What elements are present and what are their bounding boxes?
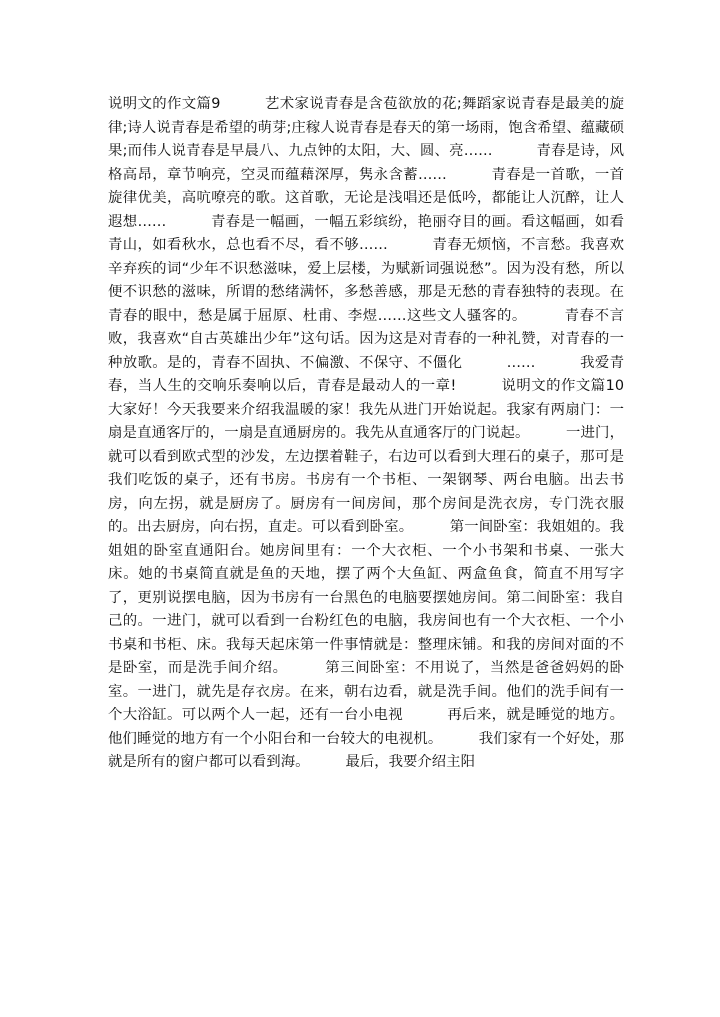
document-page <box>108 93 668 775</box>
document-body-text: 说明文的作文篇9 艺术家说青春是含苞欲放的花;舞蹈家说青春是最美的旋律;诗人说青春是希望的萌芽;庄稼人说青春是春天的第一场雨，饱含希望、蕴藏硕果;而伟人说青春是早晨八、九点钟的太阳，大、圆、亮…… 青春是诗，风格高昂，章节响亮，空灵而蕴藉深厚，隽永含蓄…… 青春是一首歌，一首旋律优美，高吭嘹亮的歌。这首歌，无论是浅唱还是低吟，都能让人沉醉，让人遐想…… 青春是一幅画，一幅五彩缤纷，艳丽夺目的画。看这幅画，如看青山，如看秋水，总也看不尽，看不够…… 青春无烦恼，不言愁。我喜欢辛弃疾的词“少年不识愁滋味，爱上层楼，为赋新词强说愁”。因为没有愁，所以便不识愁的滋味，所谓的愁绪满怀，多愁善感，那是无愁的青春独特的表现。在青春的眼中，愁是属于屈原、杜甫、李煜……这些文人骚客的。 青春不言败，我喜欢“自古英雄出少年”这句话。因为这是对青春的一种礼赞，对青春的一种放歌。是的，青春不固执、不偏激、不保守、不僵化 …… 我爱青春，当人生的交响乐奏响以后，青春是最动人的一章! 说明文的作文篇10 大家好！今天我要来介绍我温暖的家！我先从进门开始说起。我家有两扇门：一扇是直通客厅的，一扇是直通厨房的。我先从直通客厅的门说起。 一进门，就可以看到欧式型的沙发，左边摆着鞋子，右边可以看到大理石的桌子，那可是我们吃饭的桌子，还有书房。书房有一个书柜、一架钢琴、两台电脑。出去书房，向左拐，就是厨房了。厨房有一间房间，那个房间是洗衣房，专门洗衣服的。出去厨房，向右拐，直走。可以看到卧室。 第一间卧室：我姐姐的。我姐姐的卧室直通阳台。她房间里有：一个大衣柜、一个小书架和书桌、一张大床。她的书桌简直就是鱼的天地，摆了两个大鱼缸、两盒鱼食，简直不用写字了，更别说摆电脑，因为书房有一台黑色的电脑要摆她房间。第二间卧室：我自己的。一进门，就可以看到一台粉红色的电脑，我房间也有一个大衣柜、一个小书桌和书柜、床。我每天起床第一件事情就是：整理床铺。和我的房间对面的不是卧室，而是洗手间介绍。 第三间卧室：不用说了，当然是爸爸妈妈的卧室。一进门，就先是存衣房。在来，朝右边看，就是洗手间。他们的洗手间有一个大浴缸。可以两个人一起，还有一台小电视 再后来，就是睡觉的地方。他们睡觉的地方有一个小阳台和一台较大的电视机。 我们家有一个好处，那就是所有的窗户都可以看到海。 最后，我要介绍主阳 <box>108 96 668 770</box>
